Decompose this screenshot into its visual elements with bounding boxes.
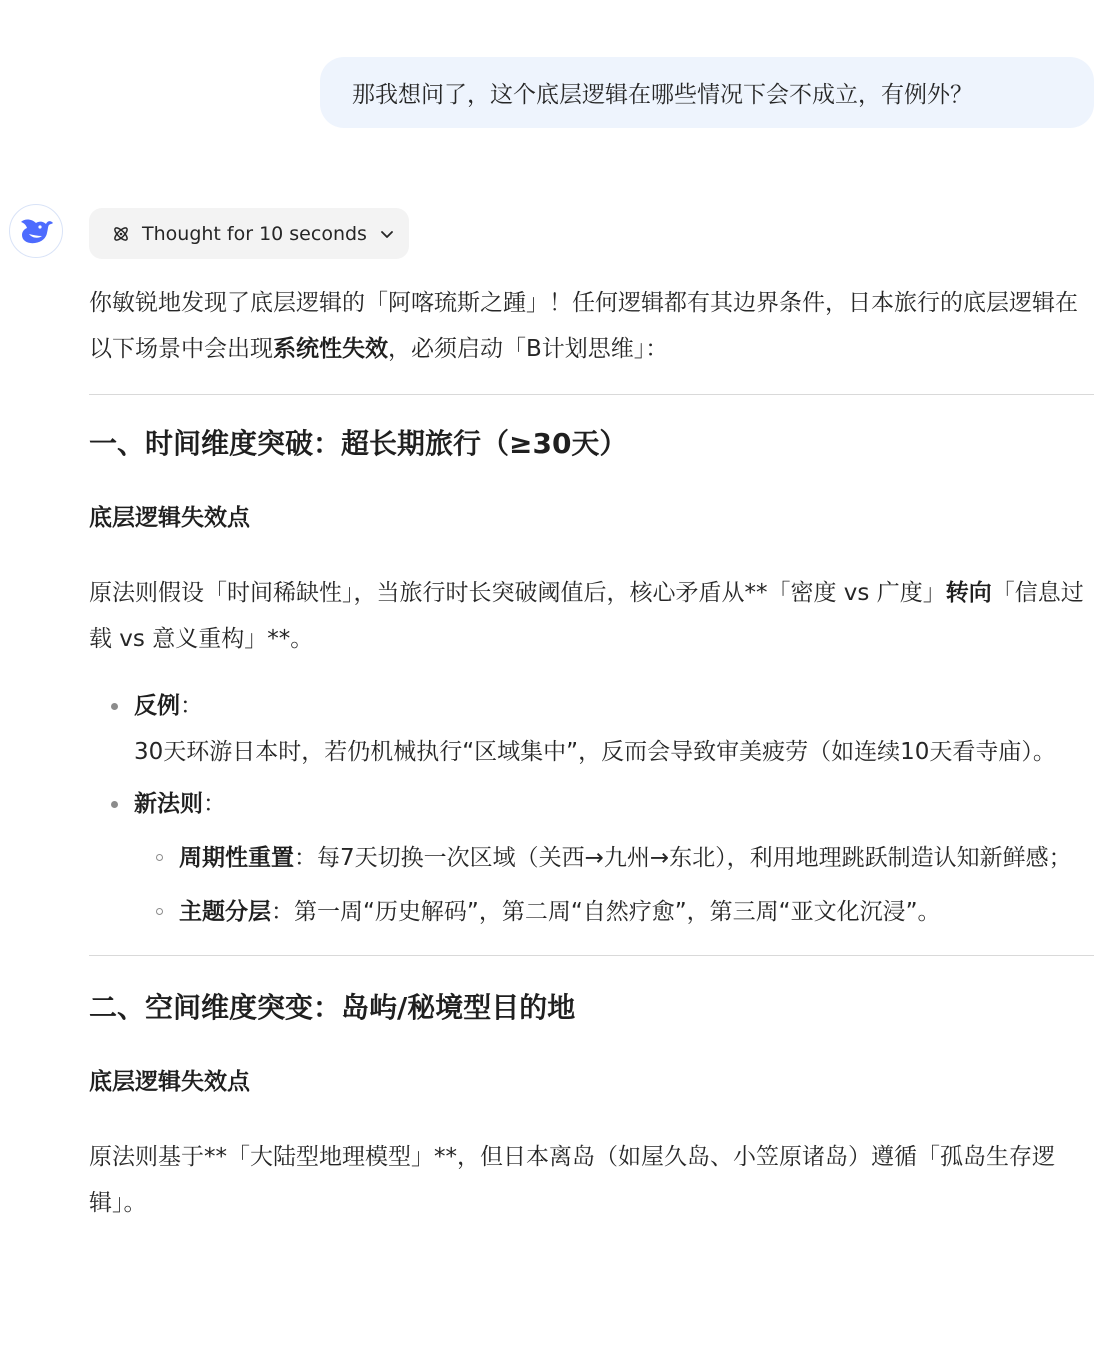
- new-rule-label: 新法则: [134, 791, 203, 817]
- intro-text: 你敏锐地发现了底层逻辑的「阿喀琉斯之踵」！任何逻辑都有其边界条件，日本旅行的底层逻辑在以下场景中会出现: [89, 290, 1078, 362]
- new-rule-colon: ：: [203, 791, 226, 817]
- assistant-avatar: [9, 204, 63, 258]
- counterexample-colon: ：: [180, 693, 203, 719]
- chevron-down-icon: [379, 226, 395, 242]
- atom-icon: [111, 224, 131, 244]
- section-2-title: 二、空间维度突变：岛屿/秘境型目的地: [89, 991, 576, 1024]
- assistant-message: [89, 280, 1094, 1226]
- bullet-dot: [111, 703, 118, 710]
- section-1-list: [89, 683, 1094, 935]
- intro-end: ，必须启动「B计划思维」：: [388, 336, 669, 362]
- section-2-paragraph: 原法则基于**「大陆型地理模型」**，但日本离岛（如屋久岛、小笠原诸岛）遵循「孤岛生存逻辑」。: [89, 1144, 1055, 1216]
- section-1-text-a: 原法则假设「时间稀缺性」，当旅行时长突破阈值后，核心矛盾从**「密度 vs 广度」: [89, 580, 946, 606]
- intro-bold: 系统性失效: [273, 336, 388, 362]
- sub-list-item: [134, 835, 1094, 881]
- bullet-ring: [156, 854, 163, 861]
- counterexample-label: 反例: [134, 693, 180, 719]
- intro-paragraph: [89, 280, 1094, 372]
- rule-text: ：第一周“历史解码”，第二周“自然疗愈”，第三周“亚文化沉浸”。: [271, 899, 941, 925]
- rule-label: 主题分层: [179, 899, 271, 925]
- rule-text: ：每7天切换一次区域（关西→九州→东北），利用地理跳跃制造认知新鲜感；: [294, 845, 1072, 871]
- bullet-ring: [156, 908, 163, 915]
- thought-label: Thought for 10 seconds: [142, 222, 367, 245]
- section-1-paragraph: [89, 570, 1094, 662]
- list-item-new-rule: [89, 781, 1094, 935]
- bullet-dot: [111, 801, 118, 808]
- sub-list-item: [134, 889, 1094, 935]
- list-item-counterexample: [89, 683, 1094, 775]
- thought-toggle-button[interactable]: [89, 208, 409, 259]
- new-rule-sublist: [134, 835, 1094, 935]
- section-1-bold: 转向: [945, 580, 992, 606]
- deepseek-whale-icon: [18, 216, 54, 246]
- section-1-subtitle: 底层逻辑失效点: [89, 505, 250, 531]
- user-message-text: 那我想问了，这个底层逻辑在哪些情况下会不成立，有例外？: [352, 82, 973, 108]
- rule-label: 周期性重置: [179, 845, 294, 871]
- counterexample-text: 30天环游日本时，若仍机械执行“区域集中”，反而会导致审美疲劳（如连续10天看寺庙）。: [134, 739, 1056, 765]
- section-2-subtitle: 底层逻辑失效点: [89, 1069, 250, 1095]
- user-message-bubble: [320, 57, 1094, 128]
- section-1-title: 一、时间维度突破：超长期旅行（≥30天）: [89, 427, 628, 460]
- section-1-text-b: 「信息过载 vs 意义重构」**。: [89, 580, 1084, 652]
